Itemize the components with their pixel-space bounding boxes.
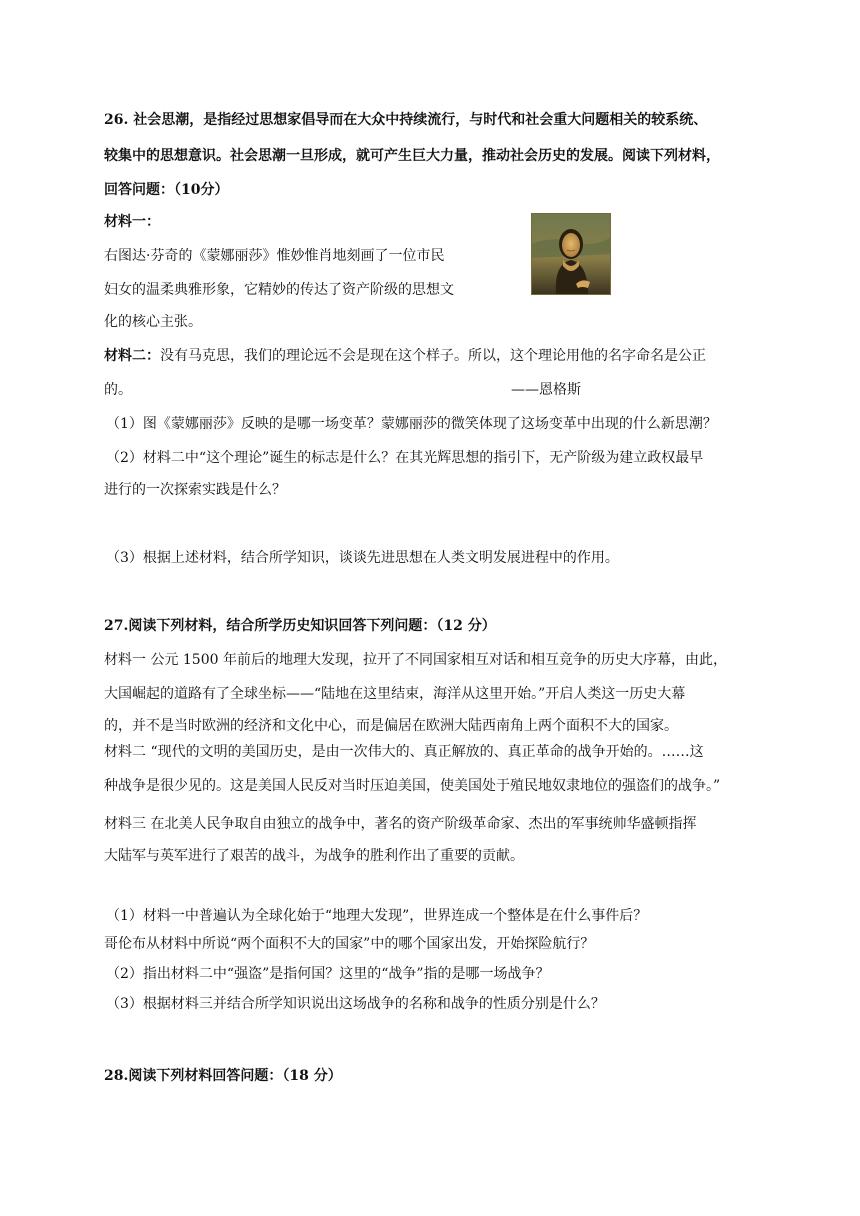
q27-material1-line1: 材料一 公元 1500 年前后的地理大发现，拉开了不同国家相互对话和相互竞争的历史大序幕，由此， — [104, 652, 727, 668]
q26-question3: （3）根据上述材料，结合所学知识，谈谈先进思想在人类文明发展进程中的作用。 — [106, 550, 619, 566]
q26-stem-line2: 较集中的思想意识。社会思潮一旦形成，就可产生巨大力量，推动社会历史的发展。阅读下列材料， — [104, 148, 720, 164]
q26-question1: （1）图《蒙娜丽莎》反映的是哪一场变革？蒙娜丽莎的微笑体现了这场变革中出现的什么新思潮？ — [106, 416, 717, 432]
q27-question1-line2: 哥伦布从材料中所说“两个面积不大的国家”中的哪个国家出发，开始探险航行？ — [104, 936, 595, 952]
q27-material3-line2: 大陆军与英军进行了艰苦的战斗，为战争的胜利作出了重要的贡献。 — [104, 848, 524, 864]
q26-question2-line2: 进行的一次探索实践是什么？ — [104, 482, 286, 498]
q27-question2: （2）指出材料二中“强盗”是指何国？这里的“战争”指的是哪一场战争？ — [106, 966, 550, 982]
q28-title: 28.阅读下列材料回答问题：（18 分） — [104, 1068, 342, 1084]
q27-question1-line1: （1）材料一中普遍认为全球化始于“地理大发现”，世界连成一个整体是在什么事件后？ — [106, 908, 648, 924]
q27-question3: （3）根据材料三并结合所学知识说出这场战争的名称和战争的性质分别是什么？ — [106, 996, 605, 1012]
mona-lisa-image — [531, 213, 611, 295]
q26-stem-line3: 回答问题：（10分） — [104, 182, 229, 198]
q26-material2-text: 没有马克思，我们的理论远不会是现在这个样子。所以，这个理论用他的名字命名是公正 — [160, 348, 706, 364]
q26-material1-line3: 化的核心主张。 — [104, 314, 202, 330]
q26-material2-author: ——恩格斯 — [511, 382, 581, 398]
q27-material2-line1: 材料二 “现代的文明的美国历史，是由一次伟大的、真正解放的、真正革命的战争开始的。……这 — [104, 744, 704, 760]
q27-title: 27.阅读下列材料，结合所学历史知识回答下列问题：（12 分） — [104, 618, 496, 634]
q27-material2-line2: 种战争是很少见的。这是美国人民反对当时压迫美国，使美国处于殖民地奴隶地位的强盗们的战争。” — [104, 778, 721, 794]
q26-question2-line1: （2）材料二中“这个理论”诞生的标志是什么？在其光辉思想的指引下，无产阶级为建立政权最早 — [106, 450, 704, 466]
q26-stem-line1: 26. 社会思潮，是指经过思想家倡导而在大众中持续流行，与时代和社会重大问题相关的较系统、 — [104, 112, 708, 128]
q27-material1-line3: 的，并不是当时欧洲的经济和文化中心，而是偏居在欧洲大陆西南角上两个面积不大的国家。 — [104, 718, 678, 734]
q26-material2-line2: 的。 — [104, 382, 132, 398]
q26-material1-label: 材料一： — [104, 214, 160, 230]
q27-material1-line2: 大国崛起的道路有了全球坐标——“陆地在这里结束，海洋从这里开始。”开启人类这一历史大幕 — [104, 686, 686, 702]
q27-material3-line1: 材料三 在北美人民争取自由独立的战争中，著名的资产阶级革命家、杰出的军事统帅华盛顿指挥 — [104, 816, 697, 832]
q26-material2-line1 — [104, 346, 706, 366]
q26-material2-label: 材料二： — [104, 348, 160, 364]
q26-material1-line2: 妇女的温柔典雅形象，它精妙的传达了资产阶级的思想文 — [104, 282, 454, 298]
q26-material1-line1: 右图达·芬奇的《蒙娜丽莎》惟妙惟肖地刻画了一位市民 — [104, 248, 445, 264]
